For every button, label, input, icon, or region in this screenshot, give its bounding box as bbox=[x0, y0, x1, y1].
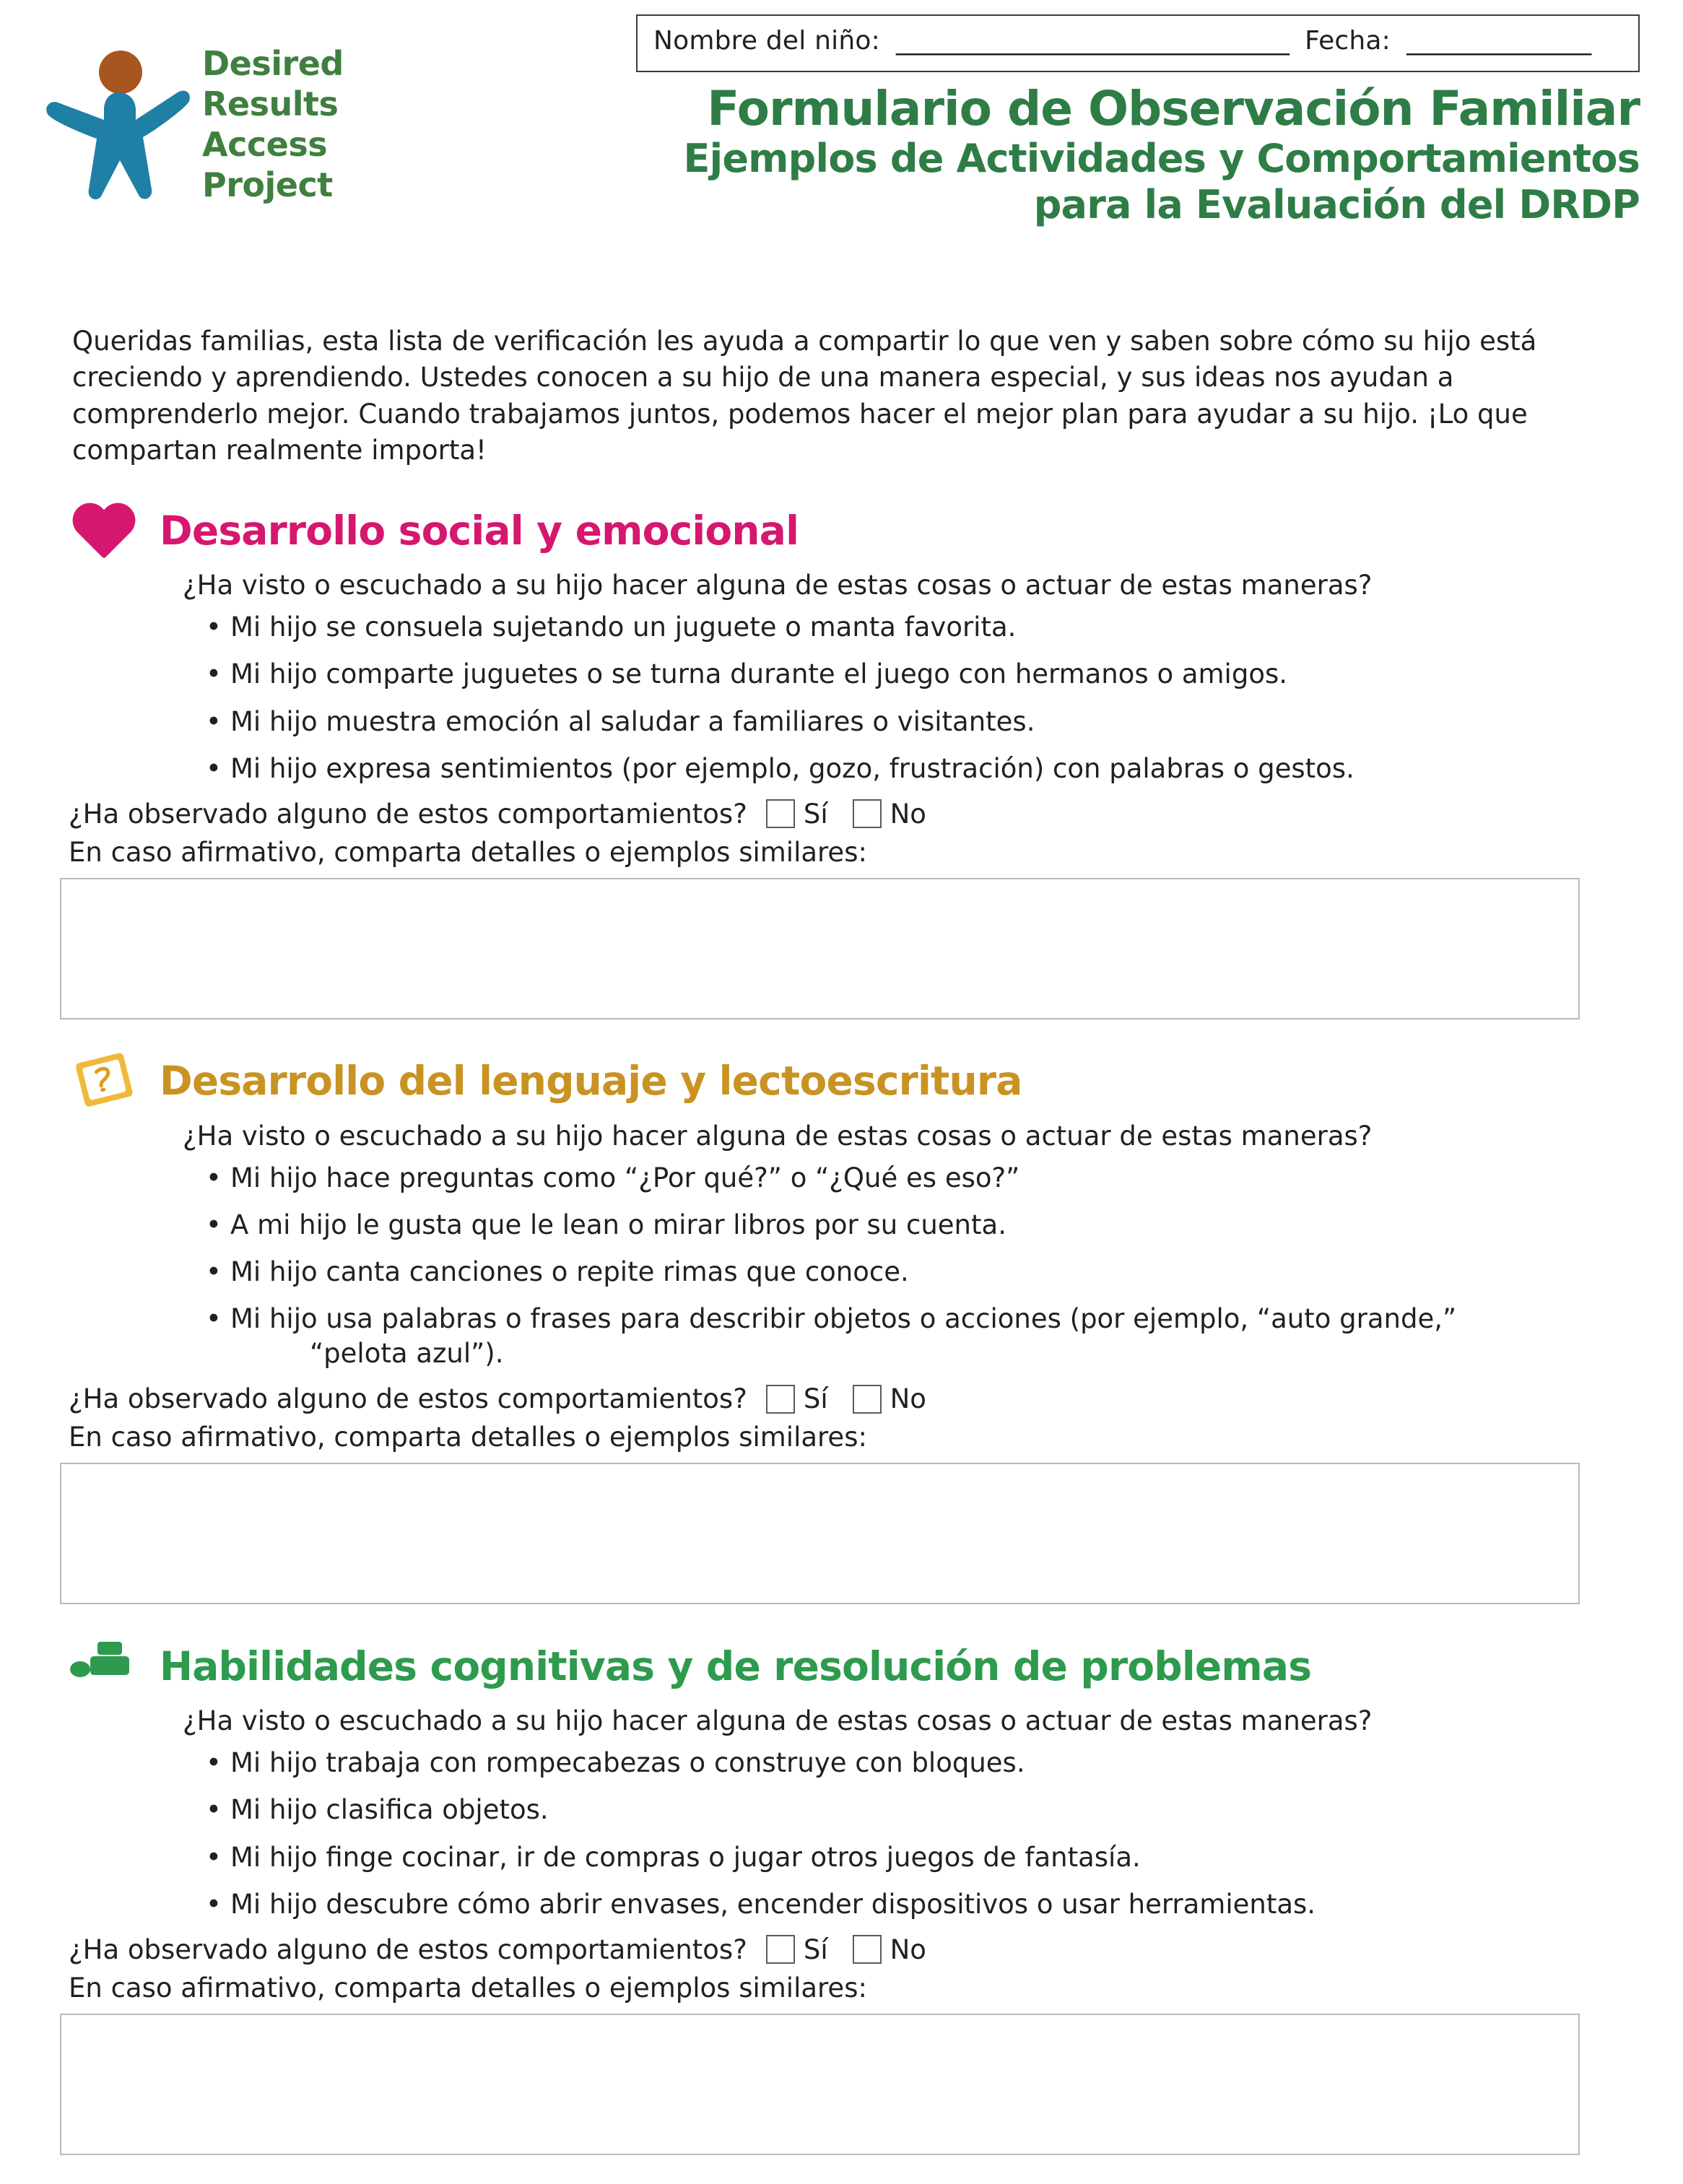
intro-paragraph: Queridas familias, esta lista de verificación les ayuda a compartir lo que ven y saben sobre cómo su hijo está creciendo y aprendiendo. Ustedes conocen a su hijo de una manera especial, y sus ideas nos ayudan a comprenderlo mejor. Cuando trabajamos juntos, podemos hacer el mejor plan para ayudar a su hijo. ¡Lo que compartan realmente importa! bbox=[72, 326, 1537, 466]
observed-question-row bbox=[69, 1383, 1636, 1414]
observed-question-label: ¿Ha observado alguno de estos comportamientos? bbox=[69, 1933, 747, 1965]
example-list bbox=[69, 610, 1636, 786]
section-cognitive-problem-solving bbox=[0, 1632, 1683, 2154]
observed-question-label: ¿Ha observado alguno de estos comportamientos? bbox=[69, 1383, 747, 1415]
yes-checkbox[interactable] bbox=[766, 799, 795, 828]
list-item: • Mi hijo trabaja con rompecabezas o construye con bloques. bbox=[206, 1746, 1636, 1780]
no-checkbox[interactable] bbox=[853, 1385, 882, 1414]
logo-wordmark bbox=[202, 43, 344, 205]
document-title bbox=[636, 82, 1640, 227]
yes-label: Sí bbox=[803, 1383, 828, 1415]
page-subtitle-2: para la Evaluación del DRDP bbox=[1033, 181, 1640, 227]
details-textarea[interactable] bbox=[60, 878, 1580, 1019]
drdp-person-logo-icon bbox=[43, 45, 195, 204]
list-item: • Mi hijo canta canciones o repite rimas que conoce. bbox=[206, 1255, 1636, 1289]
heart-icon bbox=[69, 496, 144, 565]
book-icon bbox=[69, 1047, 144, 1116]
page-subtitle-1: Ejemplos de Actividades y Comportamientos bbox=[683, 135, 1640, 181]
details-textarea[interactable] bbox=[60, 2014, 1580, 2155]
section-header bbox=[69, 1047, 1636, 1116]
observed-question-row bbox=[69, 799, 1636, 830]
list-item: • Mi hijo muestra emoción al saludar a familiares o visitantes. bbox=[206, 705, 1636, 739]
details-label: En caso afirmativo, comparta detalles o ejemplos similares: bbox=[69, 836, 867, 868]
list-item: • Mi hijo clasifica objetos. bbox=[206, 1793, 1636, 1827]
details-label: En caso afirmativo, comparta detalles o ejemplos similares: bbox=[69, 1972, 867, 2004]
header-right bbox=[534, 14, 1640, 227]
list-item: • Mi hijo se consuela sujetando un juguete o manta favorita. bbox=[206, 610, 1636, 645]
observed-question-row bbox=[69, 1934, 1636, 1965]
name-date-field-box[interactable] bbox=[636, 14, 1640, 72]
section-header bbox=[69, 496, 1636, 565]
section-language-literacy bbox=[0, 1047, 1683, 1605]
no-label: No bbox=[890, 1383, 926, 1415]
yes-checkbox[interactable] bbox=[766, 1935, 795, 1964]
list-item: • Mi hijo finge cocinar, ir de compras o jugar otros juegos de fantasía. bbox=[206, 1840, 1636, 1875]
section-prompt: ¿Ha visto o escuchado a su hijo hacer alguna de estas cosas o actuar de estas maneras? bbox=[183, 1705, 1373, 1737]
logo-word-1: Desired bbox=[202, 44, 344, 83]
section-prompt: ¿Ha visto o escuchado a su hijo hacer alguna de estas cosas o actuar de estas maneras? bbox=[183, 570, 1373, 601]
no-checkbox[interactable] bbox=[853, 799, 882, 828]
example-list bbox=[69, 1161, 1636, 1371]
details-label: En caso afirmativo, comparta detalles o ejemplos similares: bbox=[69, 1422, 867, 1453]
yes-checkbox[interactable] bbox=[766, 1385, 795, 1414]
yes-label: Sí bbox=[803, 1933, 828, 1965]
list-item: • Mi hijo expresa sentimientos (por ejemplo, gozo, frustración) con palabras o gestos. bbox=[206, 752, 1636, 786]
date-label: Fecha: bbox=[1305, 26, 1391, 56]
list-item: • Mi hijo descubre cómo abrir envases, encender dispositivos o usar herramientas. bbox=[206, 1887, 1636, 1922]
list-item bbox=[206, 1302, 1636, 1371]
observed-question-label: ¿Ha observado alguno de estos comportamientos? bbox=[69, 798, 747, 830]
details-textarea[interactable] bbox=[60, 1463, 1580, 1604]
organization-logo bbox=[43, 14, 534, 205]
section-header bbox=[69, 1632, 1636, 1701]
logo-word-4: Project bbox=[202, 165, 333, 205]
section-prompt: ¿Ha visto o escuchado a su hijo hacer alguna de estas cosas o actuar de estas maneras? bbox=[183, 1120, 1373, 1152]
document-header bbox=[0, 0, 1683, 310]
child-name-label: Nombre del niño: bbox=[653, 26, 880, 56]
list-item: • Mi hijo comparte juguetes o se turna durante el juego con hermanos o amigos. bbox=[206, 657, 1636, 692]
list-item-text: Mi hijo usa palabras o frases para describir objetos o acciones (por ejemplo, “auto grande,” bbox=[230, 1303, 1457, 1335]
blocks-icon bbox=[69, 1632, 144, 1701]
yes-label: Sí bbox=[803, 798, 828, 830]
section-title: Desarrollo del lenguaje y lectoescritura bbox=[160, 1058, 1022, 1105]
logo-word-2: Results bbox=[202, 84, 339, 124]
no-label: No bbox=[890, 1933, 926, 1965]
section-title: Habilidades cognitivas y de resolución de problemas bbox=[160, 1643, 1312, 1689]
section-social-emotional bbox=[0, 496, 1683, 1019]
list-item: • A mi hijo le gusta que le lean o mirar libros por su cuenta. bbox=[206, 1208, 1636, 1243]
section-title: Desarrollo social y emocional bbox=[160, 507, 799, 554]
logo-word-3: Access bbox=[202, 125, 328, 165]
list-item: • Mi hijo hace preguntas como “¿Por qué?” o “¿Qué es eso?” bbox=[206, 1161, 1636, 1196]
child-name-input-line[interactable]: ________________________________ bbox=[888, 26, 1297, 56]
no-label: No bbox=[890, 798, 926, 830]
example-list bbox=[69, 1746, 1636, 1921]
list-item-continuation: “pelota azul”). bbox=[310, 1338, 504, 1370]
date-input-line[interactable]: _______________ bbox=[1399, 26, 1591, 56]
page-title: Formulario de Observación Familiar bbox=[707, 81, 1640, 136]
no-checkbox[interactable] bbox=[853, 1935, 882, 1964]
